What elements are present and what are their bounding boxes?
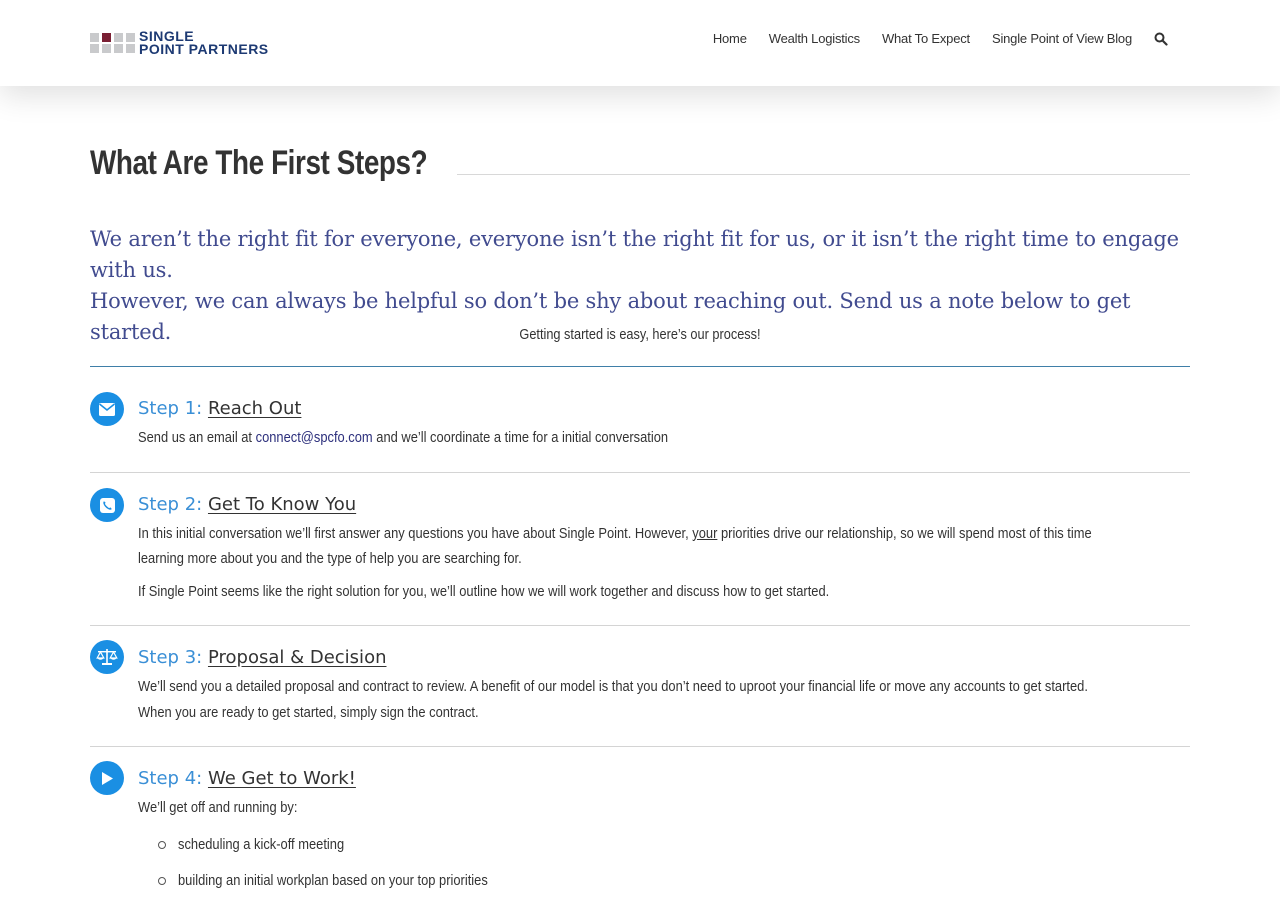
step-4-list: [138, 835, 1178, 900]
lead-line-1: We aren’t the right fit for everyone, everyone isn’t the right fit for us, or it isn’t the right time to engage with us.: [90, 227, 1179, 282]
email-link[interactable]: connect@spcfo.com: [255, 429, 373, 446]
step-4-text: We’ll get off and running by:: [138, 799, 298, 816]
step-1: [90, 367, 1190, 473]
step-2-text: In this initial conversation we’ll first answer any questions you have about Single Point. However, your priorities drive our relationship, so we will spend most of this time learning more about you and the type of help you are searching for. If Single Point seems like the right solution for you, we’ll outline how we will work together and discuss how to get started.: [138, 521, 1178, 604]
step-1-title: Reach Out: [207, 398, 302, 419]
nav-what-to-expect[interactable]: What To Expect: [881, 31, 970, 46]
nav-wealth-logistics[interactable]: Wealth Logistics: [768, 31, 860, 46]
step-2: [90, 473, 1190, 626]
nav-blog[interactable]: Single Point of View Blog: [991, 31, 1132, 46]
search-icon[interactable]: [1154, 32, 1168, 46]
step-3-number: Step 3:: [138, 647, 203, 668]
step-1-text: Send us an email at connect@spcfo.com and we’ll coordinate a time for a initial conversation: [138, 429, 669, 446]
play-icon: [90, 761, 124, 795]
step-4: [90, 747, 1190, 900]
step-4-heading: [138, 768, 356, 789]
process-intro: Getting started is easy, here’s our process!: [519, 326, 761, 343]
step-1-number: Step 1:: [138, 398, 203, 419]
site-header: [0, 0, 1280, 86]
main-nav: [691, 31, 1168, 46]
step-1-heading: [138, 398, 301, 419]
step-4-title: We Get to Work!: [207, 768, 356, 789]
page-title-row: [90, 144, 1190, 183]
envelope-icon: [90, 392, 124, 426]
emphasis-your: your: [692, 525, 718, 542]
step-2-number: Step 2:: [138, 494, 203, 515]
process-steps: [90, 367, 1190, 900]
title-separator: [457, 174, 1190, 175]
step-4-number: Step 4:: [138, 768, 203, 789]
logo-mark: [90, 33, 135, 53]
logo-wordmark: [139, 30, 269, 56]
step-2-heading: [138, 494, 356, 515]
step-3-title: Proposal & Decision: [207, 647, 387, 668]
page-title: What Are The First Steps?: [90, 144, 428, 182]
step-3: [90, 626, 1190, 747]
site-logo[interactable]: [90, 22, 269, 64]
logo-line-1: SINGLE: [139, 28, 195, 44]
list-item: scheduling a kick-off meeting: [138, 835, 1178, 871]
logo-line-2: POINT PARTNERS: [139, 41, 269, 57]
step-2-text-2: If Single Point seems like the right solution for you, we’ll outline how we will work together and discuss how to get started.: [138, 583, 830, 600]
lead-line-2: However, we can always be helpful so don’t be shy about reaching out. Send us a note below to get started.: [90, 289, 1131, 344]
balance-scale-icon: [90, 640, 124, 674]
phone-square-icon: [90, 488, 124, 522]
step-3-text: We’ll send you a detailed proposal and contract to review. A benefit of our model is that you don’t need to uproot your financial life or move any accounts to get started. When you are ready to get started, simply sign the contract.: [138, 678, 1088, 721]
step-2-title: Get To Know You: [207, 494, 357, 515]
step-3-heading: [138, 647, 386, 668]
list-item: building an initial workplan based on your top priorities: [138, 871, 1178, 900]
nav-home[interactable]: Home: [712, 31, 747, 46]
